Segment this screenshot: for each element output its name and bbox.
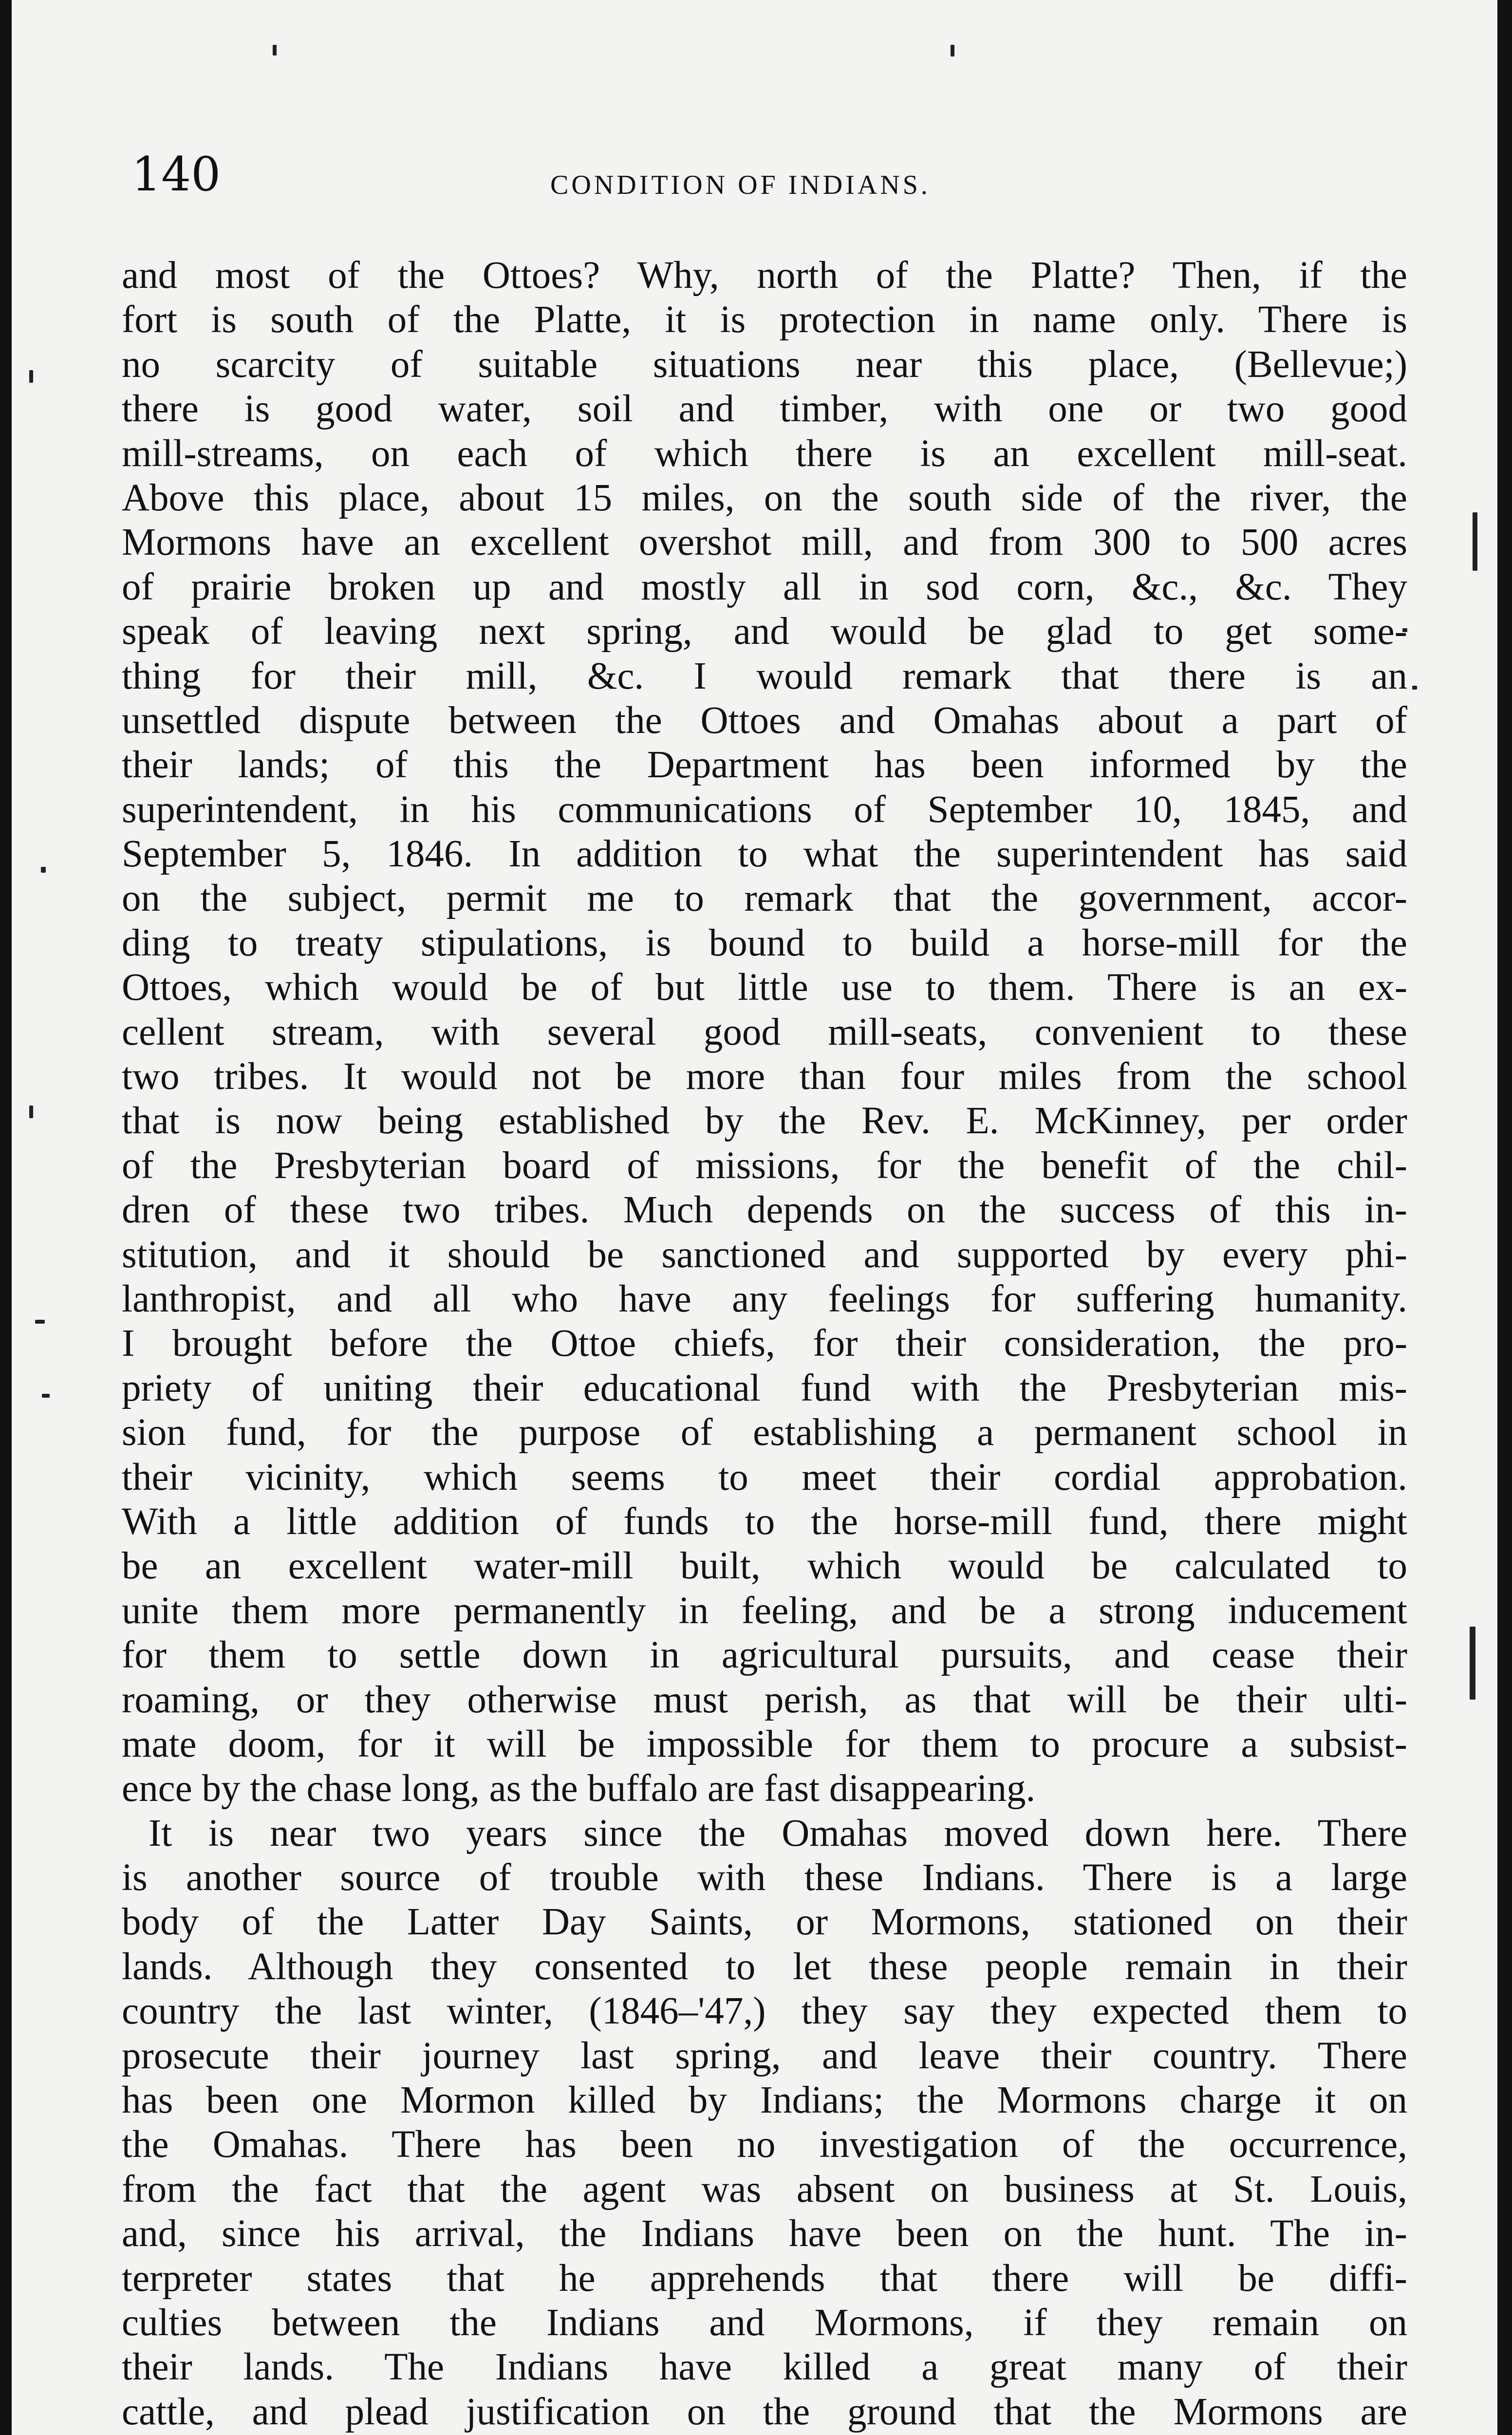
text-line: September 5, 1846. In addition to what the superintendent has said [122, 833, 1407, 876]
text-line: be an excellent water-mill built, which would be calculated to [122, 1545, 1407, 1588]
text-line: culties between the Indians and Mormons, if they remain on [122, 2301, 1407, 2344]
text-line: unsettled dispute between the Ottoes and Omahas about a part of [122, 699, 1407, 742]
scan-speck [273, 45, 277, 56]
text-line: ence by the chase long, as the buffalo are fast disappearing. [122, 1767, 1036, 1810]
text-line: terpreter states that he apprehends that there will be diffi- [122, 2257, 1407, 2300]
text-line: their lands; of this the Department has been informed by the [122, 744, 1407, 787]
text-line: body of the Latter Day Saints, or Mormons, stationed on their [122, 1901, 1407, 1944]
text-line: mate doom, for it will be impossible for them to procure a subsist- [122, 1723, 1407, 1765]
scan-speck [951, 45, 954, 56]
text-line: has been one Mormon killed by Indians; the Mormons charge it on [122, 2079, 1407, 2122]
text-line: Ottoes, which would be of but little use to them. There is an ex- [122, 966, 1407, 1009]
text-line: thing for their mill, &c. I would remark that there is an [122, 655, 1407, 697]
text-line: of the Presbyterian board of missions, for the benefit of the chil- [122, 1144, 1407, 1187]
text-line: Mormons have an excellent overshot mill, and from 300 to 500 acres [122, 521, 1407, 564]
scan-speck [29, 370, 33, 383]
scan-speck [29, 1105, 33, 1118]
text-line: their vicinity, which seems to meet their cordial approbation. [122, 1456, 1407, 1498]
page-header [131, 146, 1407, 214]
text-line: country the last winter, (1846–'47,) they say they expected them to [122, 1990, 1407, 2033]
text-line: lands. Although they consented to let these people remain in their [122, 1945, 1407, 1988]
text-line: prosecute their journey last spring, and leave their country. There [122, 2034, 1407, 2077]
text-line: for them to settle down in agricultural pursuits, and cease their [122, 1634, 1407, 1677]
text-line: that is now being established by the Rev. E. McKinney, per order [122, 1100, 1407, 1143]
scan-speck [1470, 1627, 1475, 1700]
text-line: cellent stream, with several good mill-seats, convenient to these [122, 1011, 1407, 1053]
scan-border-left [0, 0, 12, 2435]
body-text [122, 253, 1407, 2435]
text-line: mill-streams, on each of which there is an excellent mill-seat. [122, 432, 1407, 475]
text-line: speak of leaving next spring, and would be glad to get some- [122, 610, 1407, 653]
text-line: priety of uniting their educational fund with the Presbyterian mis- [122, 1367, 1407, 1409]
text-line: Above this place, about 15 miles, on the south side of the river, the [122, 476, 1407, 519]
text-line: unite them more permanently in feeling, and be a strong inducement [122, 1589, 1407, 1632]
text-line: It is near two years since the Omahas moved down here. There [149, 1812, 1407, 1854]
scan-speck [42, 1394, 50, 1398]
text-line: stitution, and it should be sanctioned and supported by every phi- [122, 1233, 1407, 1276]
text-line: their lands. The Indians have killed a great many of their [122, 2346, 1407, 2389]
text-line: the Omahas. There has been no investigation of the occurrence, [122, 2123, 1407, 2166]
text-line: roaming, or they otherwise must perish, as that will be their ulti- [122, 1678, 1407, 1721]
text-line: on the subject, permit me to remark that the government, accor- [122, 877, 1407, 920]
running-head: CONDITION OF INDIANS. [550, 170, 931, 200]
text-line: no scarcity of suitable situations near this place, (Bellevue;) [122, 343, 1407, 386]
text-line: of prairie broken up and mostly all in sod corn, &c., &c. They [122, 565, 1407, 608]
scan-speck [35, 1320, 45, 1324]
text-line: is another source of trouble with these Indians. There is a large [122, 1856, 1407, 1899]
scan-speck [41, 867, 46, 873]
text-line: I brought before the Ottoe chiefs, for their consideration, the pro- [122, 1322, 1407, 1365]
text-line: sion fund, for the purpose of establishing a permanent school in [122, 1411, 1407, 1454]
text-line: cattle, and plead justification on the ground that the Mormons are [122, 2390, 1407, 2433]
text-line: and most of the Ottoes? Why, north of the Platte? Then, if the [122, 254, 1407, 297]
text-line: lanthropist, and all who have any feelings for suffering humanity. [122, 1277, 1407, 1320]
scan-speck [1412, 686, 1417, 690]
text-line: dren of these two tribes. Much depends on the success of this in- [122, 1189, 1407, 1232]
scan-speck [1473, 512, 1477, 571]
text-line: from the fact that the agent was absent on business at St. Louis, [122, 2168, 1407, 2210]
text-line: two tribes. It would not be more than four miles from the school [122, 1055, 1407, 1098]
text-line: ding to treaty stipulations, is bound to build a horse-mill for the [122, 921, 1407, 964]
text-line: With a little addition of funds to the horse-mill fund, there might [122, 1500, 1407, 1543]
text-line: fort is south of the Platte, it is protection in name only. There is [122, 299, 1407, 341]
text-line: and, since his arrival, the Indians have been on the hunt. The in- [122, 2212, 1407, 2255]
text-line: superintendent, in his communications of September 10, 1845, and [122, 788, 1407, 831]
text-line: there is good water, soil and timber, with one or two good [122, 388, 1407, 431]
page-number: 140 [131, 147, 221, 202]
scan-border-right [1497, 0, 1512, 2435]
